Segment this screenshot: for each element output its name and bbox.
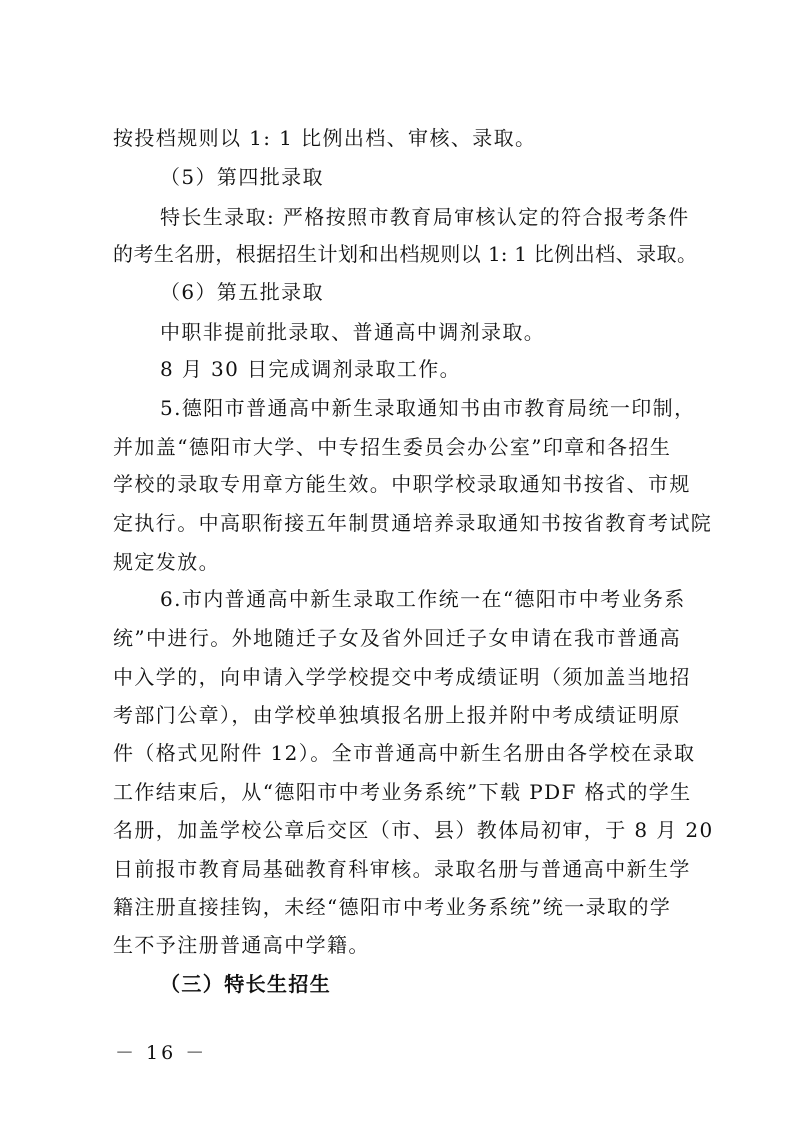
subheading-batch-5: （6）第五批录取 (160, 280, 324, 304)
paragraph-5-line-5: 规定发放。 (113, 550, 220, 574)
text-line-4: 的考生名册，根据招生计划和出档规则以 1: 1 比例出档、录取。 (113, 242, 697, 266)
paragraph-6-line-6: 工作结束后，从“德阳市中考业务系统”下载 PDF 格式的学生 (113, 780, 692, 804)
paragraph-6-line-7: 名册，加盖学校公章后交区（市、县）教体局初审，于 8 月 20 (113, 818, 714, 842)
page-number: － 16 － (115, 1042, 208, 1064)
paragraph-6-line-3: 中入学的，向申请入学学校提交中考成绩证明（须加盖当地招 (113, 665, 691, 689)
paragraph-6-line-9: 籍注册直接挂钩，未经“德阳市中考业务系统”统一录取的学 (113, 895, 672, 919)
text-line-1: 按投档规则以 1: 1 比例出档、审核、录取。 (113, 126, 537, 150)
subheading-batch-4: （5）第四批录取 (160, 165, 324, 189)
paragraph-6-line-1: 6.市内普通高中新生录取工作统一在“德阳市中考业务系 (160, 587, 686, 611)
paragraph-6-line-8: 日前报市教育局基础教育科审核。录取名册与普通高中新生学 (113, 857, 691, 881)
text-line-6: 中职非提前批录取、普通高中调剂录取。 (160, 320, 546, 344)
section-heading-specialty-students: （三）特长生招生 (160, 972, 332, 996)
paragraph-6-line-2: 统”中进行。外地随迁子女及省外回迁子女申请在我市普通高 (113, 626, 682, 650)
paragraph-5-line-2: 并加盖“德阳市大学、中专招生委员会办公室”印章和各招生 (113, 435, 672, 459)
paragraph-6-line-5: 件（格式见附件 12）。全市普通高中新生名册由各学校在录取 (113, 741, 696, 765)
text-line-3: 特长生录取: 严格按照市教育局审核认定的符合报考条件 (160, 205, 690, 229)
paragraph-6-line-10: 生不予注册普通高中学籍。 (113, 933, 370, 957)
paragraph-5-line-1: 5.德阳市普通高中新生录取通知书由市教育局统一印制， (160, 396, 696, 420)
text-line-7: 8 月 30 日完成调剂录取工作。 (160, 357, 462, 381)
paragraph-5-line-3: 学校的录取专用章方能生效。中职学校录取通知书按省、市规 (113, 472, 691, 496)
paragraph-5-line-4: 定执行。中高职衔接五年制贯通培养录取通知书按省教育考试院 (113, 511, 713, 535)
paragraph-6-line-4: 考部门公章），由学校单独填报名册上报并附中考成绩证明原 (113, 703, 681, 727)
